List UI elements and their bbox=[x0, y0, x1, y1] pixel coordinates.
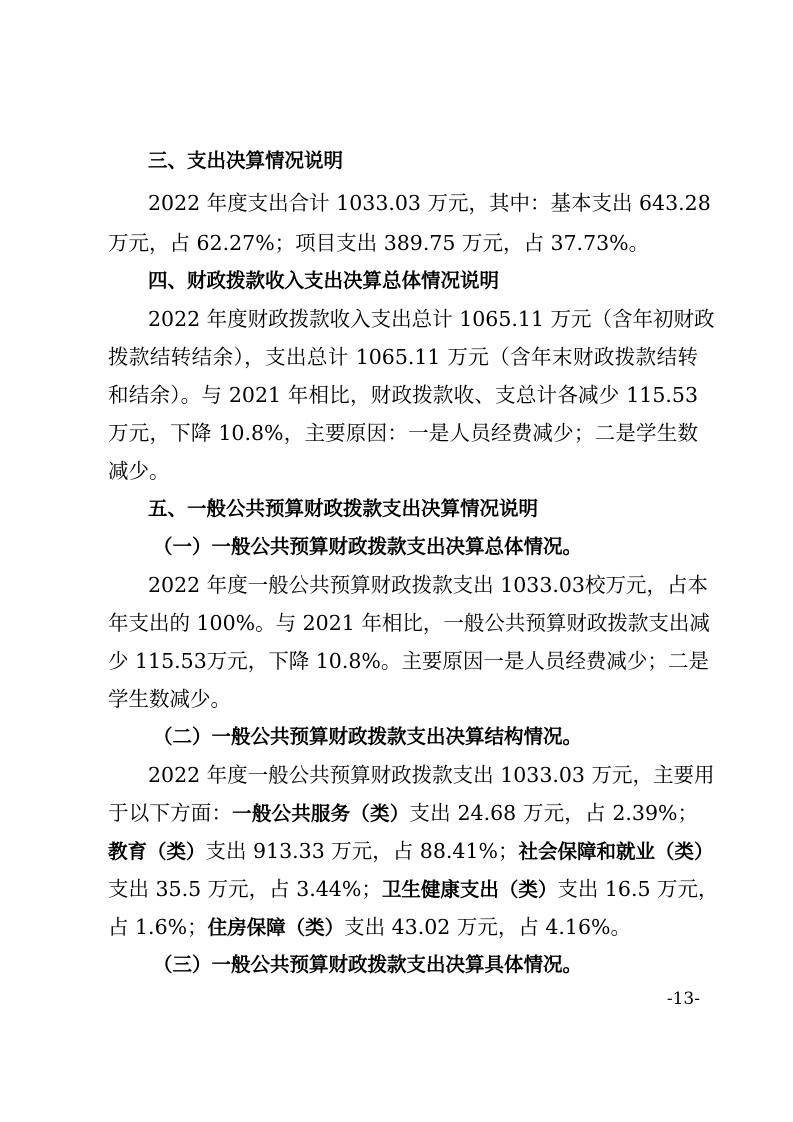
page-number: -13- bbox=[666, 989, 700, 1009]
text-run: 支出 24.68 万元，占 2.39%； bbox=[409, 801, 698, 825]
paragraph-line: 学生数减少。 bbox=[108, 687, 231, 711]
subsection-heading-structure: （二）一般公共预算财政拨款支出决算结构情况。 bbox=[153, 725, 583, 748]
category-health: 卫生健康支出（类） bbox=[381, 878, 558, 901]
paragraph-line: 少 115.53万元，下降 10.8%。主要原因一是人员经费减少；二是 bbox=[108, 649, 709, 673]
section-heading-expenditure: 三、支出决算情况说明 bbox=[148, 149, 344, 172]
subsection-heading-overall: （一）一般公共预算财政拨款支出决算总体情况。 bbox=[153, 535, 583, 558]
text-run: 占 1.6%； bbox=[108, 915, 208, 939]
text-run: 支出 43.02 万元，占 4.16%。 bbox=[344, 915, 631, 939]
text-run: 支出 16.5 万元， bbox=[557, 877, 719, 901]
paragraph-line: 2022 年度一般公共预算财政拨款支出 1033.03校万元，占本 bbox=[148, 573, 708, 597]
section-heading-fiscal-allocation: 四、财政拨款收入支出决算总体情况说明 bbox=[148, 269, 500, 292]
text-run: 支出 35.5 万元，占 3.44%； bbox=[108, 877, 382, 901]
paragraph-line bbox=[108, 795, 698, 831]
paragraph-line: 减少。 bbox=[108, 459, 170, 483]
paragraph-line bbox=[108, 909, 698, 945]
paragraph-line: 2022 年度一般公共预算财政拨款支出 1033.03 万元，主要用 bbox=[148, 763, 715, 787]
category-housing: 住房保障（类） bbox=[207, 916, 345, 939]
paragraph-line: 万元，下降 10.8%，主要原因：一是人员经费减少；二是学生数 bbox=[108, 421, 698, 445]
category-education: 教育（类） bbox=[108, 840, 206, 863]
text-run: 于以下方面： bbox=[108, 801, 233, 825]
paragraph-line: 拨款结转结余），支出总计 1065.11 万元（含年末财政拨款结转 bbox=[108, 345, 698, 369]
paragraph-line: 和结余）。与 2021 年相比，财政拨款收、支总计各减少 115.53 bbox=[108, 383, 698, 407]
subsection-heading-details: （三）一般公共预算财政拨款支出决算具体情况。 bbox=[153, 953, 583, 976]
text-run: 支出 913.33 万元，占 88.41%； bbox=[205, 839, 519, 863]
paragraph-line: 2022 年度支出合计 1033.03 万元，其中：基本支出 643.28 bbox=[148, 191, 711, 215]
category-general-public-services: 一般公共服务（类） bbox=[232, 802, 410, 825]
paragraph-line: 年支出的 100%。与 2021 年相比，一般公共预算财政拨款支出减 bbox=[108, 611, 710, 635]
paragraph-line: 2022 年度财政拨款收入支出总计 1065.11 万元（含年初财政 bbox=[148, 307, 715, 331]
paragraph-line bbox=[108, 871, 719, 907]
category-social-security: 社会保障和就业（类） bbox=[518, 840, 714, 863]
paragraph-line: 万元，占 62.27%；项目支出 389.75 万元，占 37.73%。 bbox=[108, 231, 650, 255]
paragraph-line bbox=[108, 833, 714, 869]
section-heading-general-budget: 五、一般公共预算财政拨款支出决算情况说明 bbox=[148, 497, 539, 520]
